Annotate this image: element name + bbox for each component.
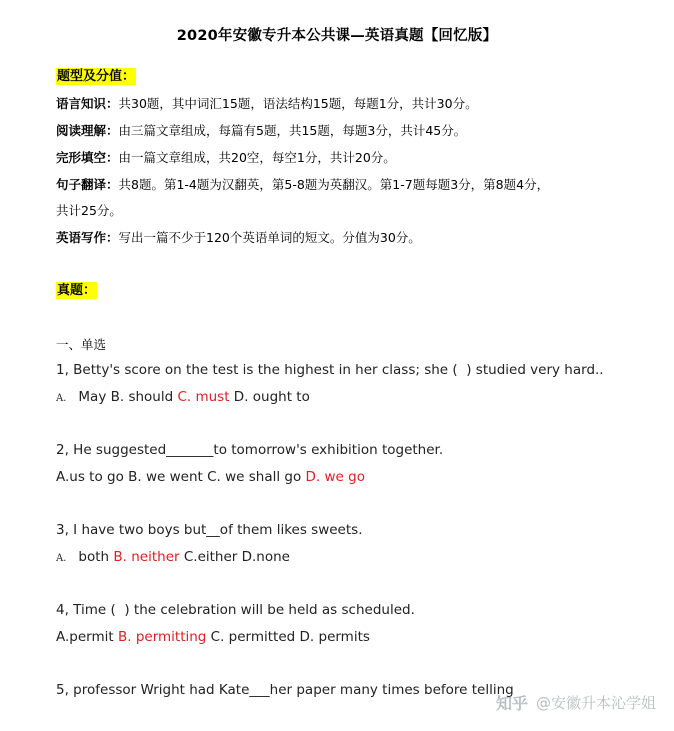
options-text: A.permit [56, 629, 118, 645]
watermark-author: @安徽升本沁学姐 [535, 694, 656, 712]
options-text: D. ought to [229, 389, 310, 405]
format-item-text: 由三篇文章组成，每篇有5题，共15题，每题3分，共计45分。 [118, 123, 467, 138]
part-heading: 一、单选 [56, 337, 107, 352]
options-text: C.either D.none [179, 549, 290, 565]
format-item-cloze [56, 149, 396, 167]
question-stem: 3, I have two boys but__of them likes sweets. [56, 522, 363, 538]
format-item-translation-cont: 共计25分。 [56, 203, 122, 218]
options-text: A.us to go B. we went C. we shall go [56, 469, 306, 485]
format-item-reading [56, 122, 466, 140]
question-stem: 1, Betty's score on the test is the highest in her class; she ( ) studied very hard.. [56, 362, 604, 378]
format-item-text: 写出一篇不少于120个英语单词的短文。分值为30分。 [118, 230, 421, 245]
format-item-text: 共8题。第1-4题为汉翻英，第5-8题为英翻汉。第1-7题每题3分，第8题4分， [118, 177, 550, 192]
answer-option: D. we go [305, 469, 365, 485]
options-text: C. permitted D. permits [206, 629, 370, 645]
format-item-label: 英语写作： [56, 230, 119, 245]
question-stem: 2, He suggested_______to tomorrow's exhibition together. [56, 442, 444, 458]
format-item-label: 阅读理解： [56, 123, 119, 138]
answer-option: C. must [177, 389, 230, 405]
format-item-label: 语言知识： [56, 96, 119, 111]
answer-option: B. neither [113, 549, 180, 565]
format-item-language [56, 95, 478, 113]
question-options [56, 468, 365, 486]
option-prefix: A. [56, 553, 67, 564]
option-prefix: A. [56, 393, 67, 404]
question-options [56, 388, 310, 408]
format-item-writing [56, 229, 421, 247]
format-section-label: 题型及分值： [57, 69, 136, 84]
format-item-label: 完形填空： [56, 150, 119, 165]
options-text: both [78, 549, 114, 565]
zhihu-logo: 知乎 [495, 694, 528, 713]
document-title: 2020年安徽专升本公共课—英语真题【回忆版】 [176, 28, 498, 44]
question-stem: 5, professor Wright had Kate___her paper many times before telling [56, 682, 514, 698]
format-item-text: 由一篇文章组成，共20空，每空1分，共计20分。 [118, 150, 396, 165]
options-text: May B. should [78, 389, 178, 405]
question-stem: 4, Time ( ) the celebration will be held as scheduled. [56, 602, 415, 618]
question-options [56, 628, 370, 646]
watermark [496, 691, 656, 714]
format-item-label: 句子翻译： [56, 177, 119, 192]
format-item-text: 共30题，其中词汇15题，语法结构15题，每题1分，共计30分。 [118, 96, 478, 111]
format-item-translation [56, 176, 549, 194]
question-options [56, 548, 290, 568]
questions-section-label: 真题： [57, 283, 97, 298]
answer-option: B. permitting [117, 629, 207, 645]
